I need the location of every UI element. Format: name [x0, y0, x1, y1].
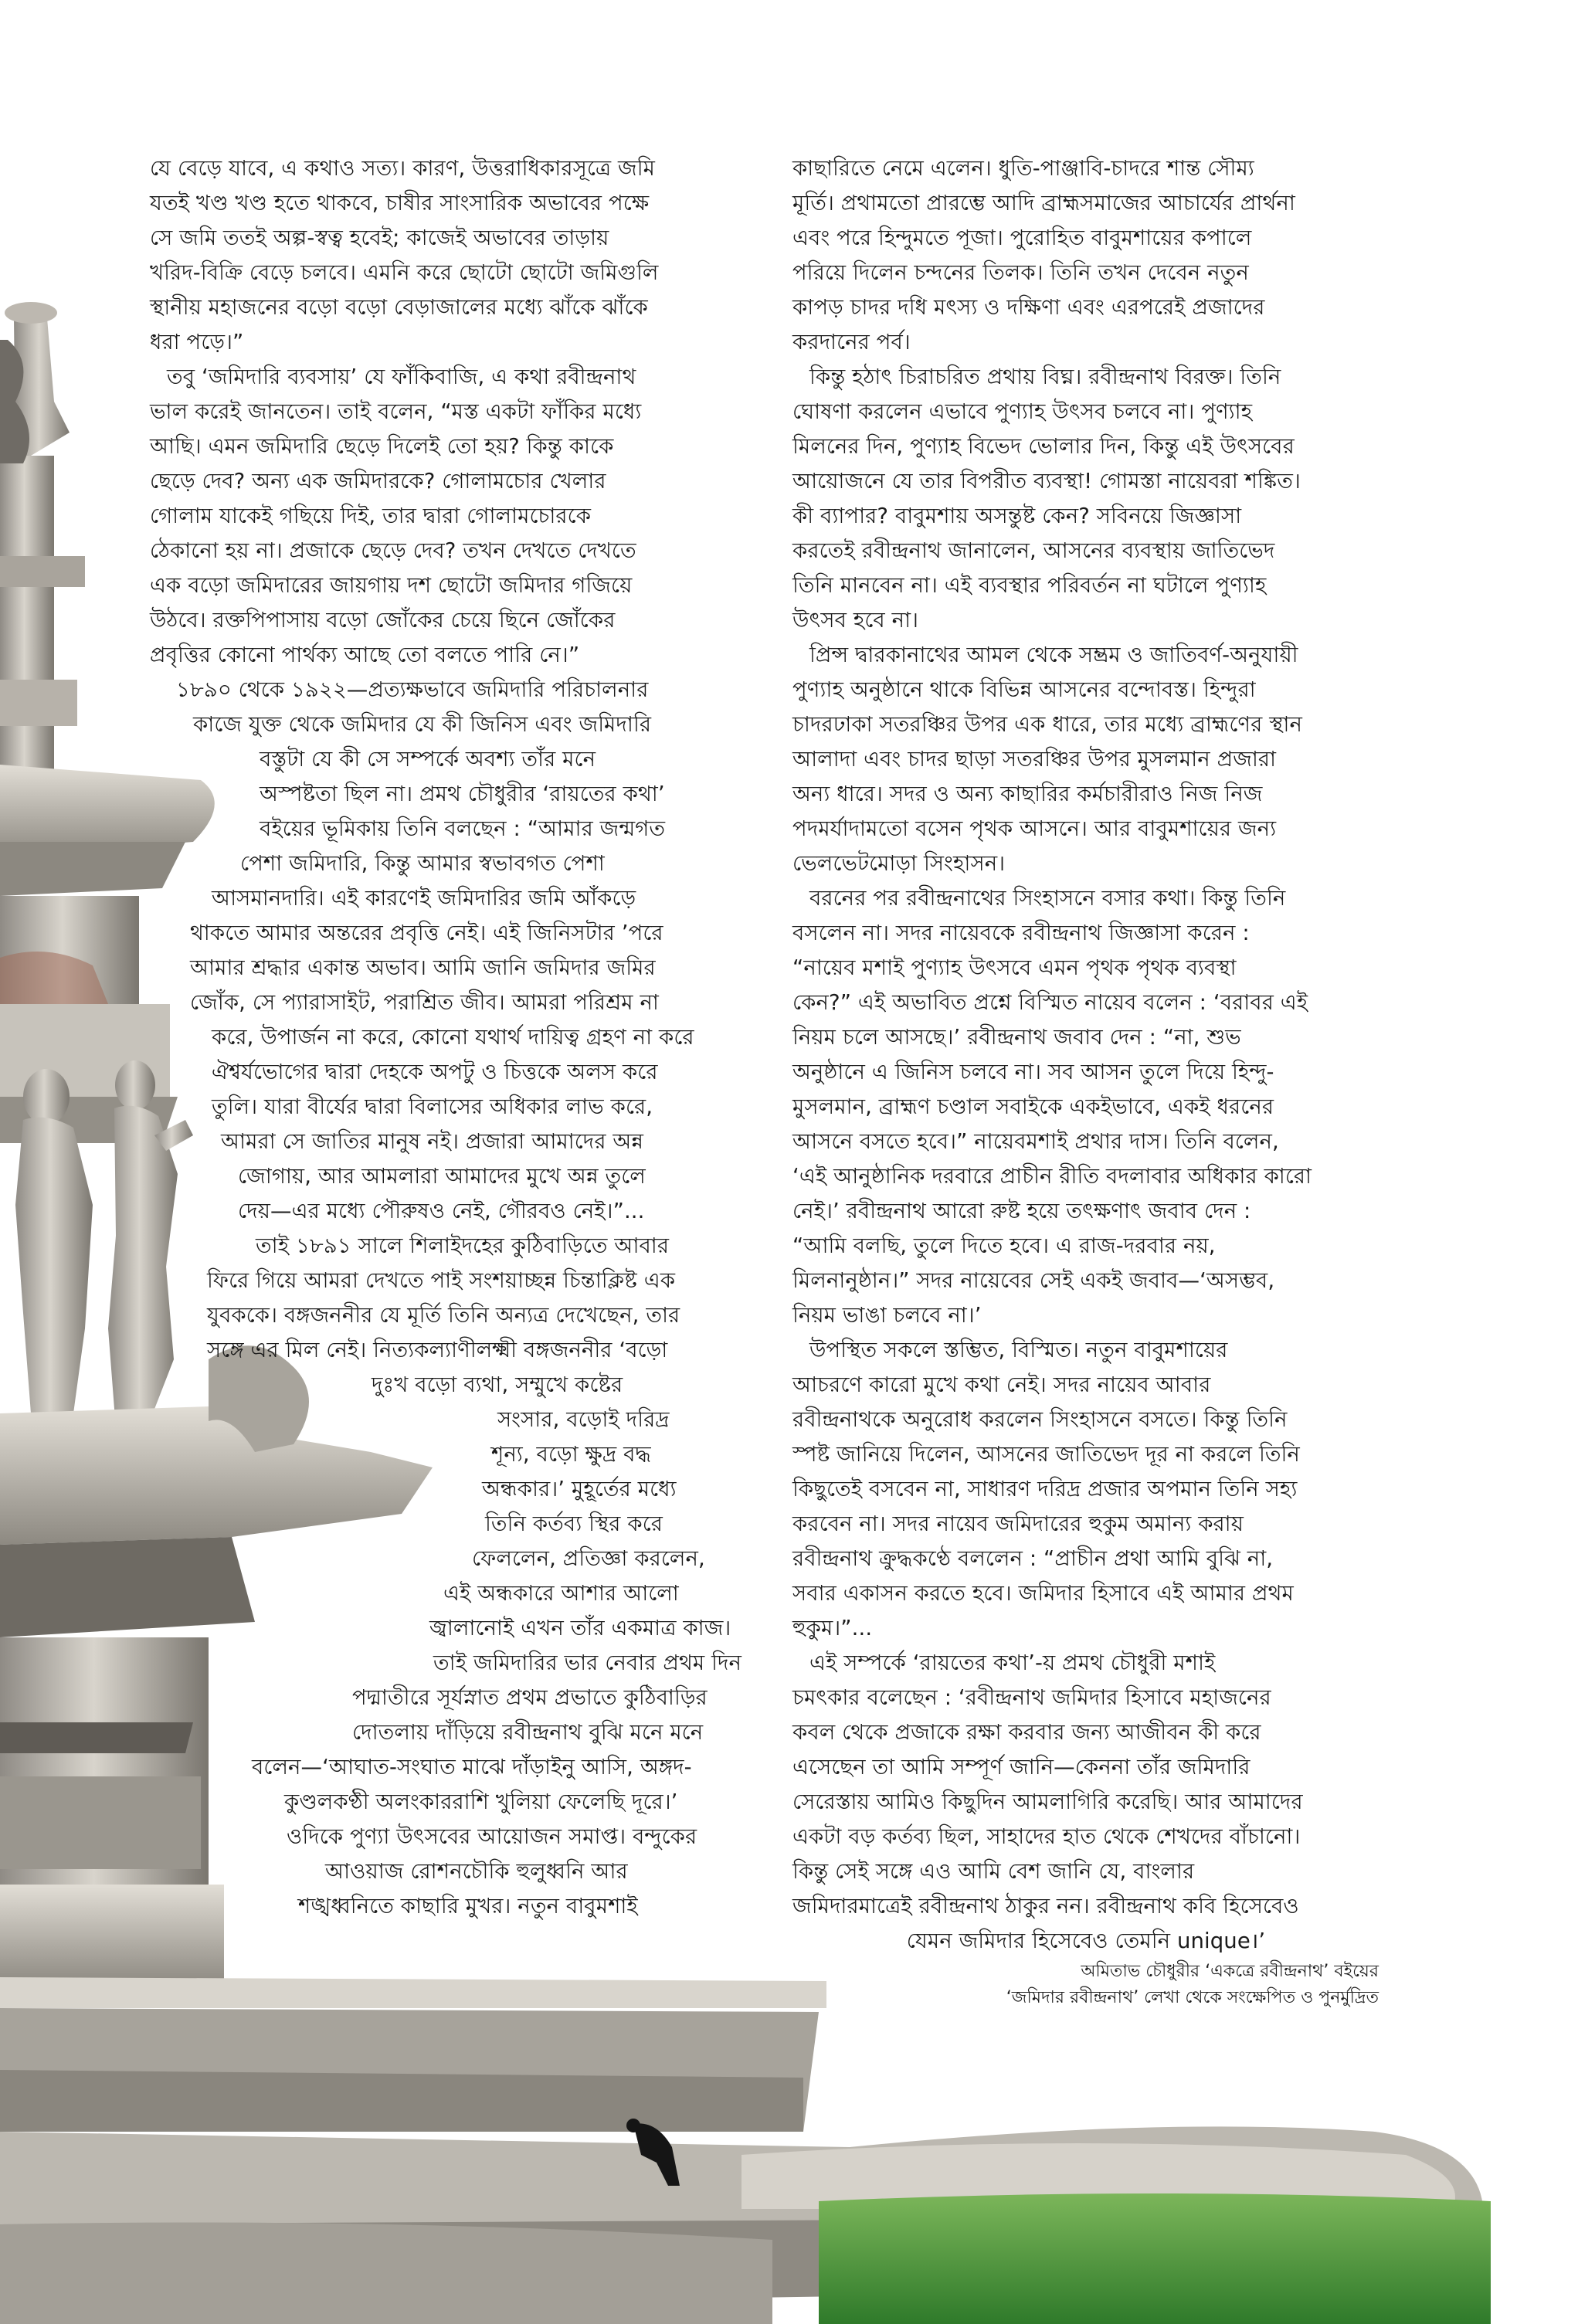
- text-line: জোগায়, আর আমলারা আমাদের মুখে অন্ন তুলে: [238, 1164, 646, 1189]
- source-credit: [1006, 1959, 1379, 2011]
- text-line: সংসার, বড়োই দরিদ্র: [497, 1407, 670, 1432]
- text-line: “নায়েব মশাই পুণ্যাহ উৎসবে এমন পৃথক পৃথক ব্যবস্থা: [792, 955, 1237, 980]
- text-line: বসলেন না। সদর নায়েবকে রবীন্দ্রনাথ জিজ্ঞাসা করেন :: [792, 921, 1250, 945]
- text-line: অনুষ্ঠানে এ জিনিস চলবে না। সব আসন তুলে দিয়ে হিন্দু-: [792, 1060, 1274, 1084]
- text-line: বরনের পর রবীন্দ্রনাথের সিংহাসনে বসার কথা। কিন্তু তিনি: [809, 886, 1286, 911]
- text-line: মুসলমান, ব্রাহ্মণ চণ্ডাল সবাইকে একইভাবে, একই ধরনের: [792, 1094, 1274, 1119]
- text-line: কী ব্যাপার? বাবুমশায় অসন্তুষ্ট কেন? সবিনয়ে জিজ্ঞাসা: [792, 504, 1242, 528]
- text-line: বইয়ের ভূমিকায় তিনি বলছেন : “আমার জন্মগত: [260, 816, 666, 841]
- text-line: এক বড়ো জমিদারের জায়গায় দশ ছোটো জমিদার গজিয়ে: [150, 573, 633, 598]
- text-line: আমার শ্রদ্ধার একান্ত অভাব। আমি জানি জমিদার জমির: [190, 955, 656, 980]
- article-left-column: [144, 151, 742, 1924]
- text-line: আওয়াজ রোশনচৌকি হুলুধ্বনি আর: [325, 1859, 628, 1884]
- text-line: এই সম্পর্কে ‘রায়তের কথা’-য় প্রমথ চৌধুরী মশাই: [809, 1651, 1216, 1675]
- text-line: তাই ১৮৯১ সালে শিলাইদহের কুঠিবাড়িতে আবার: [256, 1233, 670, 1258]
- credit-line: ‘জমিদার রবীন্দ্রনাথ’ লেখা থেকে সংক্ষেপিত ও পুনর্মুদ্রিত: [1006, 1988, 1379, 2007]
- text-line: আয়োজনে যে তার বিপরীত ব্যবস্থা! গোমস্তা নায়েবরা শঙ্কিত।: [792, 469, 1301, 494]
- text-line: উঠবে। রক্তপিপাসায় বড়ো জোঁকের চেয়ে ছিনে জোঁকের: [150, 608, 616, 633]
- text-line: করবেন না। সদর নায়েব জমিদারের হুকুম অমান্য করায়: [792, 1511, 1244, 1536]
- text-line: ঐশ্বর্যভোগের দ্বারা দেহকে অপটু ও চিত্তকে অলস করে: [212, 1060, 658, 1084]
- text-line: এসেছেন তা আমি সম্পূর্ণ জানি—কেননা তাঁর জমিদারি: [792, 1755, 1251, 1779]
- text-line: এবং পরে হিন্দুমতে পূজা। পুরোহিত বাবুমশায়ের কপালে: [792, 226, 1252, 250]
- text-line: করদানের পর্ব।: [792, 330, 911, 355]
- text-line: শঙ্খধ্বনিতে কাছারি মুখর। নতুন বাবুমশাই: [298, 1894, 638, 1919]
- credit-line: অমিতাভ চৌধুরীর ‘একত্রে রবীন্দ্রনাথ’ বইয়ের: [1081, 1962, 1379, 1981]
- text-line: ঘোষণা করলেন এভাবে পুণ্যাহ উৎসব চলবে না। পুণ্যাহ: [792, 399, 1253, 424]
- text-line: আলাদা এবং চাদর ছাড়া সতরঞ্চির উপর মুসলমান প্রজারা: [792, 747, 1277, 772]
- text-line: আছি। এমন জমিদারি ছেড়ে দিলেই তো হয়? কিন্তু কাকে: [150, 434, 614, 459]
- article-right-column: [792, 151, 1379, 1959]
- text-line: অন্ধকার।’ মুহূর্তের মধ্যে: [482, 1477, 677, 1501]
- text-line: যুবককে। বঙ্গজননীর যে মূর্তি তিনি অন্যত্র দেখেছেন, তার: [207, 1303, 680, 1328]
- text-line: পদমর্যাদামতো বসেন পৃথক আসনে। আর বাবুমশায়ের জন্য: [792, 816, 1277, 841]
- text-line: তিনি মানবেন না। এই ব্যবস্থার পরিবর্তন না ঘটালে পুণ্যাহ: [792, 573, 1267, 598]
- text-line: কিন্তু সেই সঙ্গে এও আমি বেশ জানি যে, বাংলার: [792, 1859, 1195, 1884]
- text-line: ধরা পড়ে।”: [150, 330, 244, 355]
- text-line: চমৎকার বলেছেন : ‘রবীন্দ্রনাথ জমিদার হিসাবে মহাজনের: [792, 1685, 1271, 1710]
- text-line: ফিরে গিয়ে আমরা দেখতে পাই সংশয়াচ্ছন্ন চিন্তাক্লিষ্ট এক: [207, 1268, 676, 1293]
- text-line: ফেললেন, প্রতিজ্ঞা করলেন,: [472, 1546, 705, 1571]
- text-line: স্পষ্ট জানিয়ে দিলেন, আসনের জাতিভেদ দূর না করলে তিনি: [792, 1442, 1300, 1467]
- text-line: ভাল করেই জানতেন। তাই বলেন, “মস্ত একটা ফাঁকির মধ্যে: [150, 399, 642, 424]
- text-line: পদ্মাতীরে সূর্যস্নাত প্রথম প্রভাতে কুঠিবাড়ির: [352, 1685, 708, 1710]
- text-line: মিলনানুষ্ঠান।” সদর নায়েবের সেই একই জবাব—‘অসম্ভব,: [792, 1268, 1275, 1293]
- text-line: জ্বালানোই এখন তাঁর একমাত্র কাজ।: [429, 1616, 731, 1640]
- text-line: শূন্য, বড়ো ক্ষুদ্র বদ্ধ: [491, 1442, 651, 1467]
- text-line: মিলনের দিন, পুণ্যাহ বিভেদ ভোলার দিন, কিন্তু এই উৎসবের: [792, 434, 1295, 459]
- text-line: নিয়ম ভাঙা চলবে না।’: [792, 1303, 982, 1328]
- text-line: কিন্তু হঠাৎ চিরাচরিত প্রথায় বিঘ্ন। রবীন্দ্রনাথ বিরক্ত। তিনি: [809, 365, 1281, 389]
- text-line: গোলাম যাকেই গছিয়ে দিই, তার দ্বারা গোলামচোরকে: [150, 504, 592, 528]
- text-line: তাই জমিদারির ভার নেবার প্রথম দিন: [433, 1651, 742, 1675]
- text-line: দোতলায় দাঁড়িয়ে রবীন্দ্রনাথ বুঝি মনে মনে: [352, 1720, 704, 1745]
- text-line: দুঃখ বড়ো ব্যথা, সম্মুখে কষ্টের: [372, 1372, 623, 1397]
- text-line: তিনি কর্তব্য স্থির করে: [485, 1511, 663, 1536]
- text-line: থাকতে আমার অন্তরের প্রবৃত্তি নেই। এই জিনিসটার ’পরে: [190, 921, 663, 945]
- text-line: অস্পষ্টতা ছিল না। প্রমথ চৌধুরীর ‘রায়তের কথা’: [260, 782, 665, 806]
- text-line: সঙ্গে এর মিল নেই। নিত্যকল্যাণীলক্ষ্মী বঙ্গজননীর ‘বড়ো: [207, 1338, 668, 1362]
- text-line: বস্তুটা যে কী সে সম্পর্কে অবশ্য তাঁর মনে: [260, 747, 596, 772]
- text-line: নিয়ম চলে আসছে।’ রবীন্দ্রনাথ জবাব দেন : “না, শুভ: [792, 1025, 1241, 1050]
- text-line: কেন?” এই অভাবিত প্রশ্নে বিস্মিত নায়েব বলেন : ‘বরাবর এই: [792, 990, 1308, 1015]
- text-line: কবল থেকে প্রজাকে রক্ষা করবার জন্য আজীবন কী করে: [792, 1720, 1261, 1745]
- text-line: যে বেড়ে যাবে, এ কথাও সত্য। কারণ, উত্তরাধিকারসূত্রে জমি: [150, 156, 655, 181]
- text-line: ঠেকানো হয় না। প্রজাকে ছেড়ে দেব? তখন দেখতে দেখতে: [150, 538, 636, 563]
- text-line: খরিদ-বিক্রি বেড়ে চলবে। এমনি করে ছোটো ছোটো জমিগুলি: [150, 260, 659, 285]
- text-line: করতেই রবীন্দ্রনাথ জানালেন, আসনের ব্যবস্থায় জাতিভেদ: [792, 538, 1275, 563]
- text-line: বলেন—‘আঘাত-সংঘাত মাঝে দাঁড়াইনু আসি, অঙ্গদ-: [252, 1755, 692, 1779]
- text-line: তুলি। যারা বীর্যের দ্বারা বিলাসের অধিকার লাভ করে,: [212, 1094, 653, 1119]
- text-line: উৎসব হবে না।: [792, 608, 919, 633]
- text-line: কাছারিতে নেমে এলেন। ধুতি-পাঞ্জাবি-চাদরে শান্ত সৌম্য: [792, 156, 1254, 181]
- text-line: সবার একাসন করতে হবে। জমিদার হিসাবে এই আমার প্রথম: [792, 1581, 1294, 1606]
- text-line: হুকুম।”...: [792, 1616, 873, 1640]
- text-line: আচরণে কারো মুখে কথা নেই। সদর নায়েব আবার: [792, 1372, 1211, 1397]
- text-line: কুণ্ডলকণ্ঠী অলংকাররাশি খুলিয়া ফেলেছি দূরে।’: [284, 1790, 678, 1814]
- text-line: “আমি বলছি, তুলে দিতে হবে। এ রাজ-দরবার নয়,: [792, 1233, 1216, 1258]
- text-line: ভেলভেটমোড়া সিংহাসন।: [792, 851, 1006, 876]
- text-line: ছেড়ে দেব? অন্য এক জমিদারকে? গোলামচোর খেলার: [150, 469, 606, 494]
- text-line: রবীন্দ্রনাথ ক্রুদ্ধকণ্ঠে বললেন : “প্রাচীন প্রথা আমি বুঝি না,: [792, 1546, 1274, 1571]
- text-line: স্থানীয় মহাজনের বড়ো বড়ো বেড়াজালের মধ্যে ঝাঁকে ঝাঁকে: [150, 295, 648, 320]
- text-line: রবীন্দ্রনাথকে অনুরোধ করলেন সিংহাসনে বসতে। কিন্তু তিনি: [792, 1407, 1288, 1432]
- text-line: জমিদারমাত্রেই রবীন্দ্রনাথ ঠাকুর নন। রবীন্দ্রনাথ কবি হিসেবেও: [792, 1894, 1299, 1919]
- text-line: দেয়—এর মধ্যে পৌরুষও নেই, গৌরবও নেই।”...: [238, 1199, 645, 1223]
- text-line: নেই।’ রবীন্দ্রনাথ আরো রুষ্ট হয়ে তৎক্ষণাৎ জবাব দেন :: [792, 1199, 1251, 1223]
- text-line: সেরেস্তায় আমিও কিছুদিন আমলাগিরি করেছি। আর আমাদের: [792, 1790, 1303, 1814]
- text-line: কাজে যুক্ত থেকে জমিদার যে কী জিনিস এবং জমিদারি: [193, 712, 652, 737]
- text-line: ১৮৯০ থেকে ১৯২২—প্রত্যক্ষভাবে জমিদারি পরিচালনার: [176, 677, 649, 702]
- text-line: যেমন জমিদার হিসেবেও তেমনি unique।’: [906, 1929, 1266, 1953]
- text-line: উপস্থিত সকলে স্তম্ভিত, বিস্মিত। নতুন বাবুমশায়ের: [809, 1338, 1228, 1362]
- text-line: তবু ‘জমিদারি ব্যবসায়’ যে ফাঁকিবাজি, এ কথা রবীন্দ্রনাথ: [167, 365, 636, 389]
- text-line: ওদিকে পুণ্যা উৎসবের আয়োজন সমাপ্ত। বন্দুকের: [287, 1824, 697, 1849]
- text-line: সে জমি ততই অল্প-স্বত্ব হবেই; কাজেই অভাবের তাড়ায়: [150, 226, 609, 250]
- text-line: ‘এই আনুষ্ঠানিক দরবারে প্রাচীন রীতি বদলাবার অধিকার কারো: [792, 1164, 1312, 1189]
- text-line: পুণ্যাহ অনুষ্ঠানে থাকে বিভিন্ন আসনের বন্দোবস্ত। হিন্দুরা: [792, 677, 1256, 702]
- text-line: এই অন্ধকারে আশার আলো: [443, 1581, 679, 1606]
- text-line: অন্য ধারে। সদর ও অন্য কাছারির কর্মচারীরাও নিজ নিজ: [792, 782, 1263, 806]
- text-line: আসনে বসতে হবে।” নায়েবমশাই প্রথার দাস। তিনি বলেন,: [792, 1129, 1279, 1154]
- text-line: প্রিন্স দ্বারকানাথের আমল থেকে সম্ভ্রম ও জাতিবর্ণ-অনুযায়ী: [809, 643, 1298, 667]
- text-line: মূর্তি। প্রথামতো প্রারম্ভে আদি ব্রাহ্মসমাজের আচার্যের প্রার্থনা: [792, 191, 1295, 215]
- text-line: কাপড় চাদর দধি মৎস্য ও দক্ষিণা এবং এরপরেই প্রজাদের: [792, 295, 1265, 320]
- text-line: পরিয়ে দিলেন চন্দনের তিলক। তিনি তখন দেবেন নতুন: [792, 260, 1249, 285]
- text-line: করে, উপার্জন না করে, কোনো যথার্থ দায়িত্ব গ্রহণ না করে: [212, 1025, 694, 1050]
- text-line: জোঁক, সে প্যারাসাইট, পরাশ্রিত জীব। আমরা পরিশ্রম না: [190, 990, 659, 1015]
- text-line: আসমানদারি। এই কারণেই জমিদারির জমি আঁকড়ে: [212, 886, 636, 911]
- text-line: পেশা জমিদারি, কিন্তু আমার স্বভাবগত পেশা: [240, 851, 605, 876]
- text-line: চাদরঢাকা সতরঞ্চির উপর এক ধারে, তার মধ্যে ব্রাহ্মণের স্থান: [792, 712, 1303, 737]
- text-line: যতই খণ্ড খণ্ড হতে থাকবে, চাষীর সাংসারিক অভাবের পক্ষে: [150, 191, 650, 215]
- text-line: একটা বড় কর্তব্য ছিল, সাহাদের হাত থেকে শেখদের বাঁচানো।: [792, 1824, 1301, 1849]
- text-line: প্রবৃত্তির কোনো পার্থক্য আছে তো বলতে পারি নে।”: [150, 643, 580, 667]
- text-line: কিছুতেই বসবেন না, সাধারণ দরিদ্র প্রজার অপমান তিনি সহ্য: [792, 1477, 1298, 1501]
- text-line: আমরা সে জাতির মানুষ নই। প্রজারা আমাদের অন্ন: [221, 1129, 644, 1154]
